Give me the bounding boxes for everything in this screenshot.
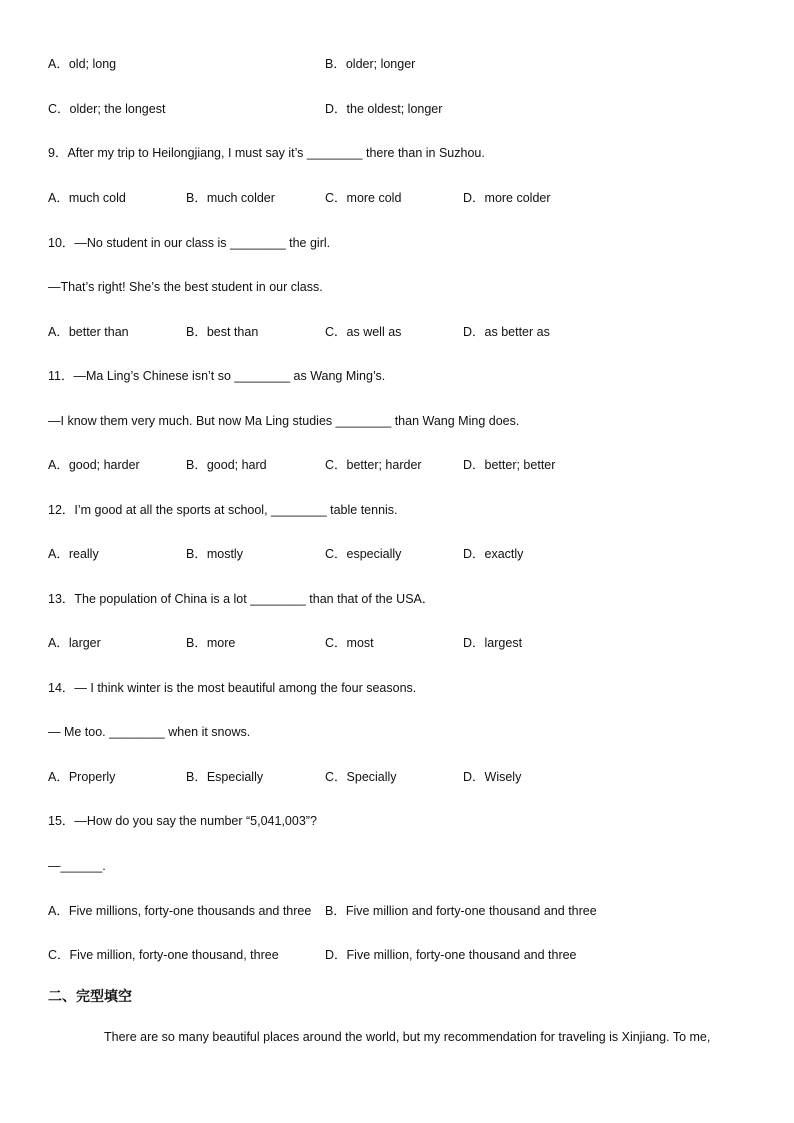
q9-option-d: D．more colder [463,191,551,205]
q9-option-b: B．much colder [186,191,275,205]
q10-option-d: D．as better as [463,325,550,339]
q10-stem: 10．—No student in our class is ________ the girl. [48,236,331,250]
q14-option-a: A．Properly [48,770,116,784]
q15-option-d: D．Five million, forty-one thousand and three [325,948,577,962]
q11-stem: 11．—Ma Ling’s Chinese isn’t so ________ as Wang Ming’s. [48,369,386,383]
q9-option-a: A．much cold [48,191,126,205]
q15-reply: —______. [48,859,106,873]
q14-option-c: C．Specially [325,770,397,784]
q15-stem: 15．—How do you say the number “5,041,003”? [48,814,317,828]
q13-option-c: C．most [325,636,374,650]
q15-option-a: A．Five millions, forty-one thousands and three [48,904,312,918]
q13-option-d: D．largest [463,636,523,650]
q12-option-d: D．exactly [463,547,524,561]
q8-option-b: B．older; longer [325,57,416,71]
q10-reply: —That’s right! She’s the best student in our class. [48,280,323,294]
q8-option-d: D．the oldest; longer [325,102,443,116]
q15-option-c: C．Five million, forty-one thousand, three [48,948,279,962]
q12-option-b: B．mostly [186,547,243,561]
q15-option-b: B．Five million and forty-one thousand and three [325,904,597,918]
q11-option-a: A．good; harder [48,458,140,472]
q12-option-c: C．especially [325,547,402,561]
q12-option-a: A．really [48,547,99,561]
q12-stem: 12．I’m good at all the sports at school, ________ table tennis. [48,503,398,517]
passage-first-line: There are so many beautiful places around the world, but my recommendation for traveling is Xinjiang. To me, [104,1030,711,1044]
q10-option-a: A．better than [48,325,129,339]
q13-option-b: B．more [186,636,236,650]
q9-option-c: C．more cold [325,191,402,205]
q14-stem: 14．— I think winter is the most beautiful among the four seasons. [48,681,417,695]
q10-option-b: B．best than [186,325,259,339]
q13-stem: 13．The population of China is a lot ________ than that of the USA． [48,592,435,606]
section-heading: 二、完型填空 [48,988,132,1004]
q9-stem: 9．After my trip to Heilongjiang, I must say it’s ________ there than in Suzhou. [48,146,485,160]
q14-option-b: B．Especially [186,770,264,784]
q11-option-c: C．better; harder [325,458,422,472]
q11-reply: —I know them very much. But now Ma Ling studies ________ than Wang Ming does. [48,414,520,428]
q13-option-a: A．larger [48,636,101,650]
q14-option-d: D．Wisely [463,770,522,784]
q14-reply: — Me too. ________ when it snows. [48,725,251,739]
q11-option-d: D．better; better [463,458,556,472]
q10-option-c: C．as well as [325,325,402,339]
q8-option-a: A．old; long [48,57,117,71]
q8-option-c: C．older; the longest [48,102,166,116]
q11-option-b: B．good; hard [186,458,267,472]
